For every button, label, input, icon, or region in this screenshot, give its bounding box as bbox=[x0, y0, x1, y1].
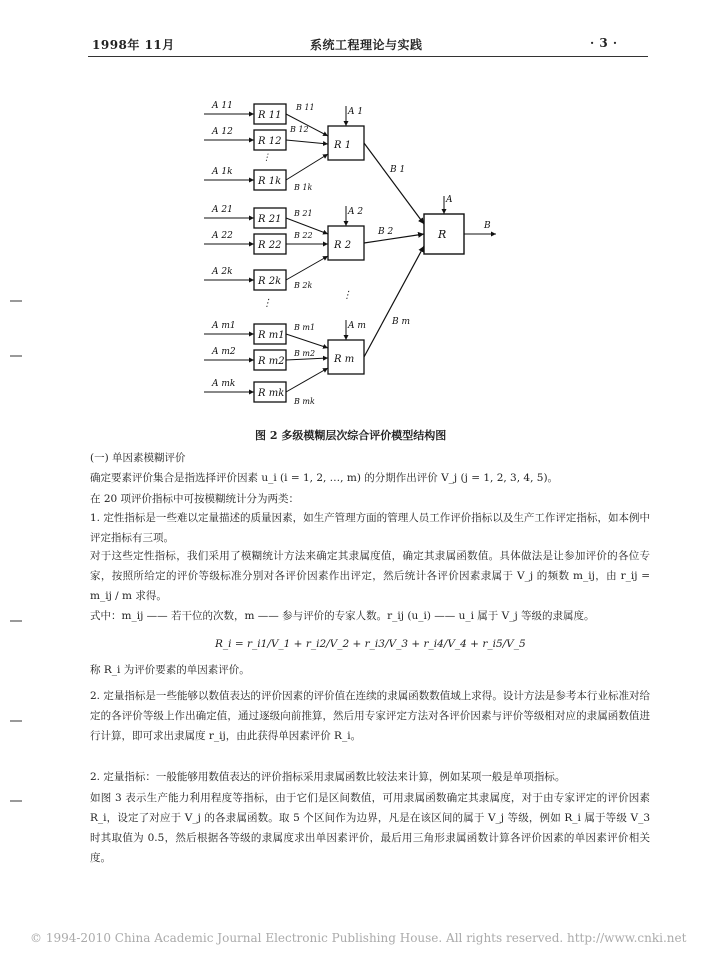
label-r2k: R 2k bbox=[258, 276, 282, 287]
label-bm2: B m2 bbox=[294, 349, 316, 358]
hierarchy-diagram bbox=[196, 92, 516, 412]
label-b: B bbox=[484, 221, 491, 231]
label-a11: A 11 bbox=[212, 101, 233, 111]
label-bmk: B mk bbox=[294, 397, 315, 406]
group-m-subsystems bbox=[204, 321, 328, 406]
label-a2k: A 2k bbox=[212, 267, 233, 277]
paragraph-6: 称 R_i 为评价要素的单因素评价。 bbox=[90, 664, 250, 676]
ellipsis-1: ⋮ bbox=[262, 153, 271, 163]
paragraph-2: 在 20 项评价指标中可按模糊统计分为两类： bbox=[90, 493, 300, 505]
label-bm: B m bbox=[392, 317, 411, 327]
paragraph-3: 1. 定性指标是一些难以定量描述的质量因素，如生产管理方面的管理人员工作评价指标以及生产工作评定指标，如本例中评定指标有三项。 bbox=[90, 512, 650, 544]
label-a2: A 2 bbox=[348, 207, 364, 217]
header-rule bbox=[88, 56, 648, 57]
group-1-aggregator bbox=[328, 106, 364, 160]
header-date: 1998年 11月 bbox=[92, 38, 175, 52]
label-b1k: B 1k bbox=[294, 183, 313, 192]
label-a1: A 1 bbox=[348, 107, 364, 117]
label-r1k: R 1k bbox=[258, 176, 282, 187]
label-rm: R m bbox=[334, 354, 355, 365]
label-r: R bbox=[438, 228, 447, 241]
paragraph-9: 如图 3 表示生产能力利用程度等指标，由于它们是区间数值，可用隶属函数确定其隶属度，对于由专家评定的评价因素 R_i，设定了对应于 V_j 的各隶属函数。取 5 个区间作为边界，凡是在该区间的属于 V_j 等级，例如 R_i 属于等级 V_3 时其取值为 0.5，然后根据各等级的隶属度求出单因素评价，最后用三角形隶属函数计算各评价因素的单因素评价相关度。 bbox=[90, 792, 650, 864]
ellipsis-3: ⋮ bbox=[342, 290, 352, 301]
label-a1k: A 1k bbox=[212, 167, 233, 177]
label-am2: A m2 bbox=[212, 347, 236, 357]
label-r1: R 1 bbox=[334, 140, 352, 151]
margin-mark bbox=[10, 300, 22, 302]
label-r22: R 22 bbox=[258, 240, 282, 251]
label-r2: R 2 bbox=[334, 240, 352, 251]
copyright-footer: © 1994-2010 China Academic Journal Electronic Publishing House. All rights reserved. http://www.cnki.net bbox=[30, 931, 687, 945]
label-rm2: R m2 bbox=[258, 356, 285, 367]
paragraph-4: 对于这些定性指标，我们采用了模糊统计方法来确定其隶属度值，确定其隶属函数值。具体做法是让参加评价的各位专家，按照所给定的评价等级标准分别对各评价因素作出评定，然后统计各评价因素隶属于 V_j 的频数 m_ij，由 r_ij = m_ij / m 求得。 bbox=[90, 550, 650, 602]
top-aggregator bbox=[364, 143, 496, 357]
label-rm1: R m1 bbox=[258, 330, 285, 341]
margin-mark bbox=[10, 355, 22, 357]
label-bm1: B m1 bbox=[294, 323, 316, 332]
label-a: A bbox=[446, 195, 453, 205]
group-2-subsystems bbox=[204, 205, 328, 290]
group-1-subsystems bbox=[204, 101, 328, 192]
margin-mark bbox=[10, 720, 22, 722]
label-a12: A 12 bbox=[212, 127, 233, 137]
label-b2k: B 2k bbox=[294, 281, 313, 290]
label-am1: A m1 bbox=[212, 321, 236, 331]
label-amk: A mk bbox=[212, 379, 236, 389]
label-r11: R 11 bbox=[258, 110, 282, 121]
label-am: A m bbox=[348, 321, 366, 331]
header-journal-title: 系统工程理论与实践 bbox=[310, 38, 423, 52]
label-b11: B 11 bbox=[296, 103, 315, 112]
paragraph-8: 2. 定量指标：一般能够用数值表达的评价指标采用隶属函数比较法来计算，例如某项一般是单项指标。 bbox=[90, 771, 566, 783]
label-r12: R 12 bbox=[258, 136, 282, 147]
paragraph-5: 式中：m_ij —— 若干位的次数，m —— 参与评价的专家人数。r_ij (u_i) —— u_i 属于 V_j 等级的隶属度。 bbox=[90, 610, 595, 622]
label-b1: B 1 bbox=[390, 165, 406, 175]
label-a21: A 21 bbox=[212, 205, 233, 215]
label-rmk: R mk bbox=[258, 388, 285, 399]
paragraph-7: 2. 定量指标是一些能够以数值表达的评价因素的评价值在连续的隶属函数数值域上求得。设计方法是参考本行业标准对给定的各评价等级上作出确定值，通过逐级向前推算，然后用专家评定方法对各评价因素与评价等级相对应的隶属函数值进行计算，即可求出隶属度 r_ij，由此获得单因素评价 R_i。 bbox=[90, 690, 650, 742]
label-a22: A 22 bbox=[212, 231, 233, 241]
label-b22: B 22 bbox=[294, 231, 313, 240]
paragraph-1: 确定要素评价集合是指选择评价因素 u_i (i = 1, 2, …, m) 的分期作出评价 V_j (j = 1, 2, 3, 4, 5)。 bbox=[90, 472, 559, 484]
figure-caption: 图 2 多级模糊层次综合评价模型结构图 bbox=[255, 429, 447, 442]
label-b21: B 21 bbox=[294, 209, 313, 218]
header-page-number: · 3 · bbox=[590, 36, 618, 50]
margin-mark bbox=[10, 620, 22, 622]
formula: R_i = r_i1/V_1 + r_i2/V_2 + r_i3/V_3 + r_i4/V_4 + r_i5/V_5 bbox=[215, 638, 526, 650]
margin-mark bbox=[10, 800, 22, 802]
ellipsis-2: ⋮ bbox=[262, 298, 272, 309]
label-b12: B 12 bbox=[290, 125, 309, 134]
group-m-aggregator bbox=[328, 320, 366, 374]
section-heading: (一) 单因素模糊评价 bbox=[90, 452, 186, 464]
label-r21: R 21 bbox=[258, 214, 282, 225]
group-2-aggregator bbox=[328, 206, 364, 260]
label-b2: B 2 bbox=[378, 227, 394, 237]
